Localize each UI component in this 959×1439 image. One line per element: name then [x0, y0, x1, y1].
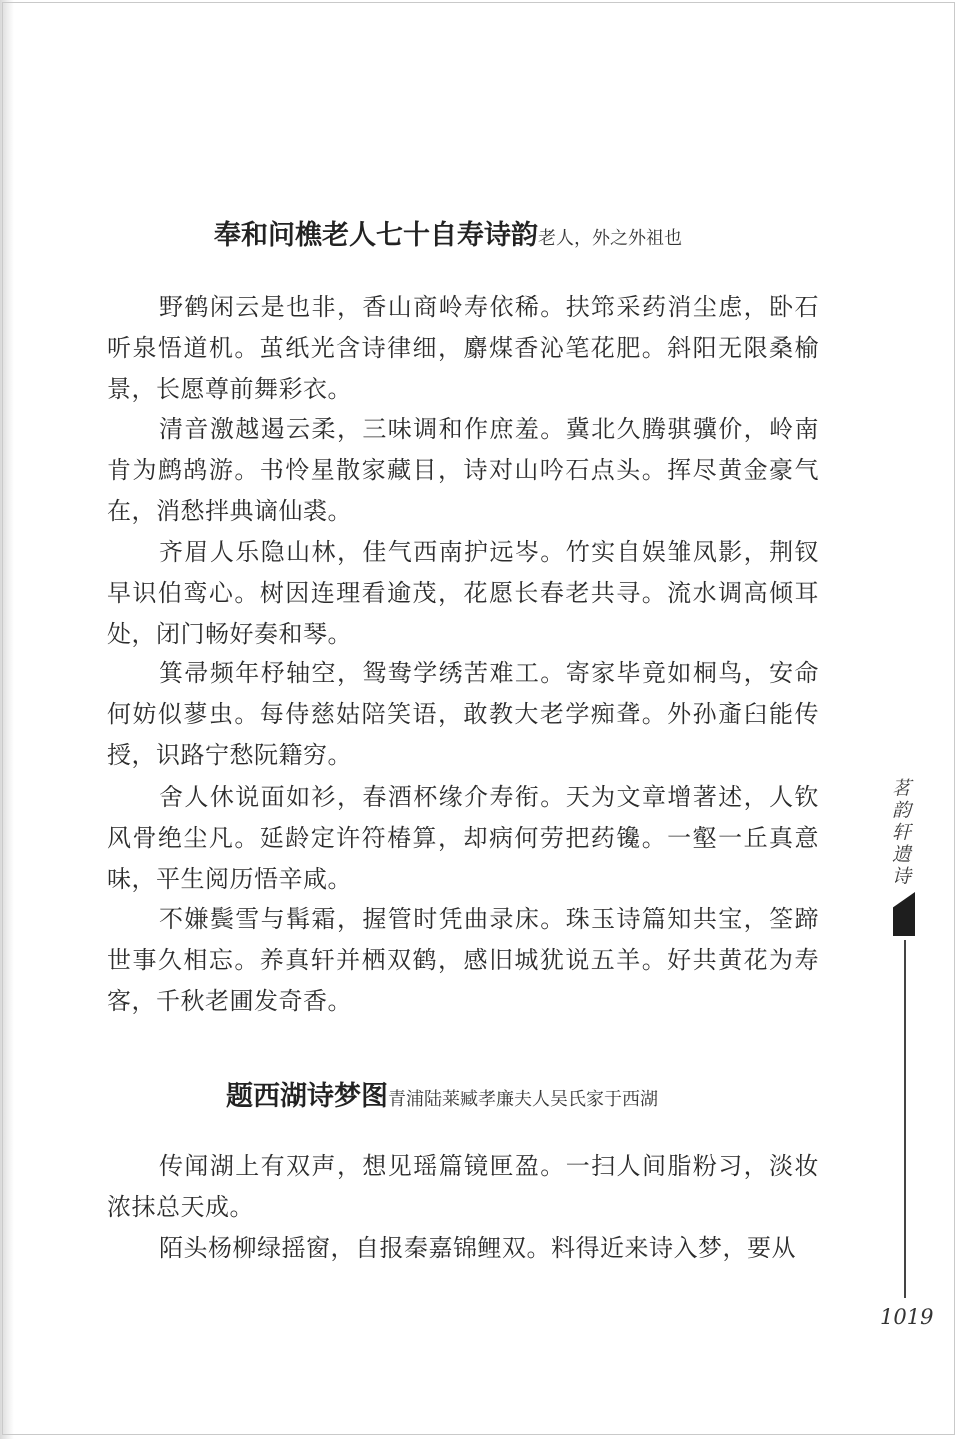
- poem-stanza: 不嫌鬓雪与髯霜，握管时凭曲录床。珠玉诗篇知共宝，筌蹄世事久相忘。养真轩并栖双鹤，感旧城犹说五羊。好共黄花为寿客，千秋老圃发奇香。: [107, 905, 819, 1015]
- poem-stanza: 箕帚频年杼轴空，鸳鸯学绣苦难工。寄家毕竟如桐鸟，安命何妨似蓼虫。每侍慈姑陪笑语，敢教大老学痴聋。外孙齑臼能传授，识路宁愁阮籍穷。: [107, 659, 819, 769]
- poem-stanza: 陌头杨柳绿摇窗，自报秦嘉锦鲤双。料得近来诗入梦，要从: [159, 1234, 796, 1262]
- poem-title-note: 老人，外之外祖也: [538, 228, 682, 249]
- poem-stanza: 舍人休说面如衫，春酒杯缘介寿衔。天为文章增著述，人钦风骨绝尘凡。延龄定许符椿算，却病何劳把药镵。一壑一丘真意味，平生阅历悟辛咸。: [107, 783, 819, 893]
- poem-stanza: 清音激越遏云柔，三味调和作庶羞。冀北久腾骐骥价，岭南肯为鹧鸪游。书怜星散家藏目，诗对山吟石点头。挥尽黄金豪气在，消愁拌典谪仙裘。: [107, 415, 819, 525]
- poem-title-text: 奉和问樵老人七十自寿诗韵: [214, 220, 538, 251]
- poem-stanza: 传闻湖上有双声，想见瑶篇镜匣盈。一扫人间脂粉习，淡妆浓抹总天成。: [107, 1152, 819, 1221]
- poem-stanza: 野鹤闲云是也非，香山商岭寿依稀。扶筇采药消尘虑，卧石听泉悟道机。茧纸光含诗律细，麝煤香沁笔花肥。斜阳无限桑榆景，长愿尊前舞彩衣。: [107, 293, 819, 403]
- poem-title: [226, 1074, 658, 1113]
- running-head-book-title: 茗韵轩遗诗: [889, 778, 911, 888]
- poem-stanza: 齐眉人乐隐山林，佳气西南护远岑。竹实自娱雏凤影，荆钗早识伯鸾心。树因连理看逾茂，花愿长春老共寻。流水调高倾耳处，闭门畅好奏和琴。: [107, 538, 819, 648]
- poem-title-text: 题西湖诗梦图: [226, 1081, 388, 1112]
- poem-title: [214, 213, 682, 252]
- margin-rule: [904, 940, 906, 1298]
- page-number: 1019: [880, 1305, 934, 1329]
- poem-title-note: 青浦陆莱臧孝廉夫人吴氏家于西湖: [388, 1089, 658, 1110]
